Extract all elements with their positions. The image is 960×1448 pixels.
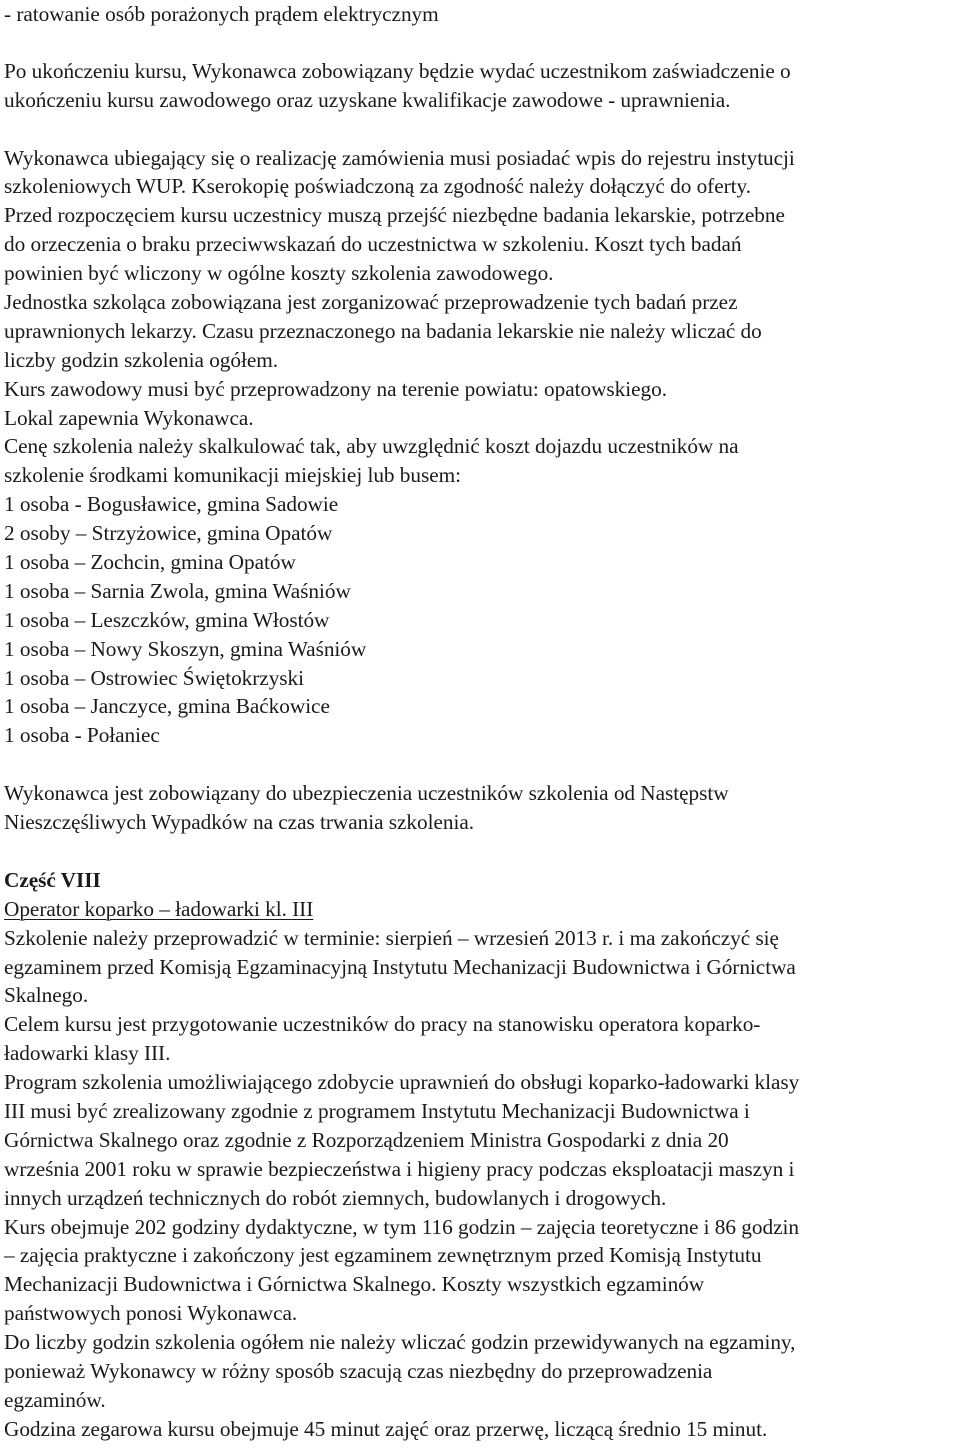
text-line: Program szkolenia umożliwiającego zdobycie uprawnień do obsługi koparko-ładowarki klasy bbox=[4, 1070, 800, 1095]
text-line: Do liczby godzin szkolenia ogółem nie należy wliczać godzin przewidywanych na egzaminy, bbox=[4, 1330, 796, 1355]
text-line: Celem kursu jest przygotowanie uczestników do pracy na stanowisku operatora koparko- bbox=[4, 1012, 761, 1037]
text-line: – zajęcia praktyczne i zakończony jest egzaminem zewnętrznym przed Komisją Instytutu bbox=[4, 1243, 762, 1268]
text-line: Skalnego. bbox=[4, 983, 89, 1008]
text-line: Wykonawca jest zobowiązany do ubezpieczenia uczestników szkolenia od Następstw bbox=[4, 781, 729, 806]
text-line: Mechanizacji Budownictwa i Górnictwa Skalnego. Koszty wszystkich egzaminów bbox=[4, 1272, 705, 1297]
text-line: Jednostka szkoląca zobowiązana jest zorganizować przeprowadzenie tych badań przez bbox=[4, 290, 738, 315]
paragraph-certificate bbox=[4, 57, 954, 115]
text-line: egzaminem przed Komisją Egzaminacyjną Instytutu Mechanizacji Budownictwa i Górnictwa bbox=[4, 954, 796, 979]
text-line: Po ukończeniu kursu, Wykonawca zobowiązany będzie wydać uczestnikom zaświadczenie o bbox=[4, 58, 791, 83]
document-page bbox=[4, 0, 954, 1444]
text-line: powinien być wliczony w ogólne koszty szkolenia zawodowego. bbox=[4, 261, 554, 286]
text-line: innych urządzeń technicznych do robót ziemnych, budowlanych i drogowych. bbox=[4, 1185, 667, 1210]
participants-list bbox=[4, 490, 954, 750]
list-item: 1 osoba - Bogusławice, gmina Sadowie bbox=[4, 492, 339, 517]
text-line: państwowych ponosi Wykonawca. bbox=[4, 1301, 298, 1326]
text-line: Przed rozpoczęciem kursu uczestnicy muszą przejść niezbędne badania lekarskie, potrzebne bbox=[4, 203, 785, 228]
text-line: szkolenie środkami komunikacji miejskiej lub busem: bbox=[4, 463, 462, 488]
list-item: 1 osoba – Leszczków, gmina Włostów bbox=[4, 607, 330, 632]
section-heading: Część VIII bbox=[4, 867, 101, 892]
text-line: Nieszczęśliwych Wypadków na czas trwania szkolenia. bbox=[4, 810, 475, 835]
text-line: Szkolenie należy przeprowadzić w terminie: sierpień – wrzesień 2013 r. i ma zakończyć się bbox=[4, 925, 779, 950]
list-item: 1 osoba – Zochcin, gmina Opatów bbox=[4, 550, 296, 575]
text-line: Godzina zegarowa kursu obejmuje 45 minut zajęć oraz przerwę, liczącą średnio 15 minut. bbox=[4, 1416, 768, 1441]
paragraph-insurance bbox=[4, 779, 954, 837]
spacer bbox=[4, 837, 954, 866]
spacer bbox=[4, 750, 954, 779]
text-line: do orzeczenia o braku przeciwwskazań do uczestnictwa w szkoleniu. Koszt tych badań bbox=[4, 232, 742, 257]
text-line: egzaminów. bbox=[4, 1387, 106, 1412]
list-item: 1 osoba - Połaniec bbox=[4, 723, 160, 748]
spacer bbox=[4, 115, 954, 144]
list-item: 1 osoba – Nowy Skoszyn, gmina Waśniów bbox=[4, 636, 367, 661]
spacer bbox=[4, 29, 954, 57]
text-line: ładowarki klasy III. bbox=[4, 1041, 171, 1066]
text-line: szkoleniowych WUP. Kserokopię poświadczoną za zgodność należy dołączyć do oferty. bbox=[4, 174, 752, 199]
text-line: Wykonawca ubiegający się o realizację zamówienia musi posiadać wpis do rejestru instytucji bbox=[4, 145, 795, 170]
text-line: Górnictwa Skalnego oraz zgodnie z Rozporządzeniem Ministra Gospodarki z dnia 20 bbox=[4, 1127, 729, 1152]
text-line: Kurs obejmuje 202 godziny dydaktyczne, w tym 116 godzin – zajęcia teoretyczne i 86 godzin bbox=[4, 1214, 799, 1239]
text-line: Cenę szkolenia należy skalkulować tak, aby uwzględnić koszt dojazdu uczestników na bbox=[4, 434, 739, 459]
list-item: 2 osoby – Strzyżowice, gmina Opatów bbox=[4, 521, 333, 546]
text-line: września 2001 roku w sprawie bezpieczeństwa i higieny pracy podczas eksploatacji maszyn i bbox=[4, 1156, 795, 1181]
section-subtitle-text: Operator koparko – ładowarki kl. III bbox=[4, 896, 314, 921]
paragraph-requirements bbox=[4, 144, 954, 491]
text-line: Lokal zapewnia Wykonawca. bbox=[4, 405, 254, 430]
list-item: 1 osoba – Sarnia Zwola, gmina Waśniów bbox=[4, 578, 351, 603]
list-item: 1 osoba – Ostrowiec Świętokrzyski bbox=[4, 665, 305, 690]
text-line: III musi być zrealizowany zgodnie z programem Instytutu Mechanizacji Budownictwa i bbox=[4, 1098, 750, 1123]
section-subtitle bbox=[4, 895, 954, 924]
intro-line: - ratowanie osób porażonych prądem elektrycznym bbox=[4, 2, 439, 26]
text-line: Kurs zawodowy musi być przeprowadzony na terenie powiatu: opatowskiego. bbox=[4, 376, 667, 401]
text-line: ponieważ Wykonawcy w różny sposób szacują czas niezbędny do przeprowadzenia bbox=[4, 1358, 713, 1383]
section-body bbox=[4, 924, 954, 1444]
list-item: 1 osoba – Janczyce, gmina Baćkowice bbox=[4, 694, 330, 719]
text-line: liczby godzin szkolenia ogółem. bbox=[4, 347, 279, 372]
text-line: uprawnionych lekarzy. Czasu przeznaczonego na badania lekarskie nie należy wliczać do bbox=[4, 318, 762, 343]
text-line: ukończeniu kursu zawodowego oraz uzyskane kwalifikacje zawodowe - uprawnienia. bbox=[4, 87, 731, 112]
